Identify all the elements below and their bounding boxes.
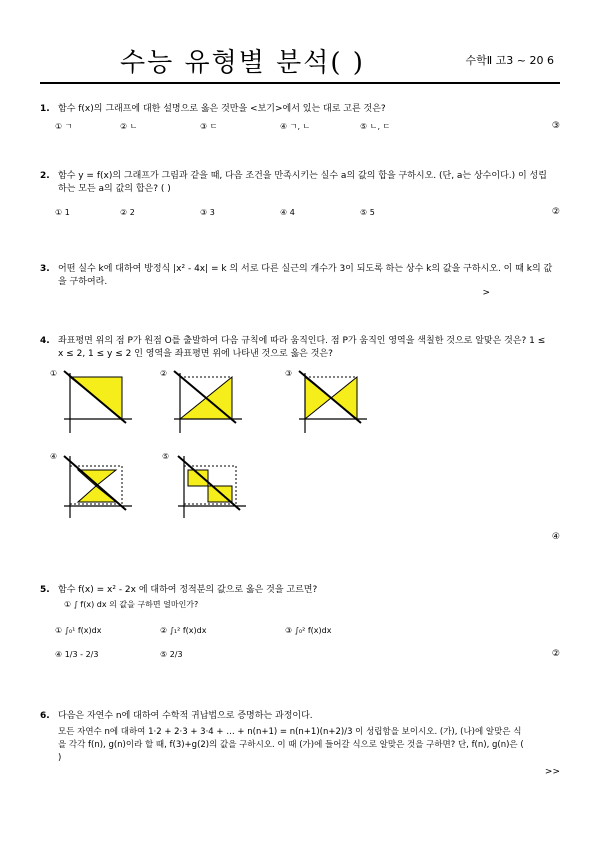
choice-label: ②: [160, 369, 168, 378]
answer-marker: ②: [551, 649, 560, 659]
question-text: 다음은 자연수 n에 대하여 수학적 귀납법으로 증명하는 과정이다.: [58, 711, 313, 721]
question-text: 좌표평면 위의 점 P가 원점 O를 출발하여 다음 규칙에 따라 움직인다. 점 P가 움직인 영역을 색칠한 것으로 알맞은 것은? 1 ≤ x ≤ 2, 1 ≤ y ≤ 2 인 영역을 좌표평면 위에 나타낸 것으로 옳은 것은?: [58, 336, 546, 359]
choice-4[interactable]: ④ 1/3 - 2/3: [55, 650, 99, 659]
question-text: 어떤 실수 k에 대하여 방정식 |x² - 4x| = k 의 서로 다른 실근의 개수가 3이 되도록 하는 상수 k의 값을 구하시오. 이 때 k의 값을 구하여라.: [58, 264, 553, 287]
question-1: [40, 103, 560, 133]
choice-label: ③: [285, 369, 293, 378]
figure-option-2[interactable]: [160, 365, 250, 440]
question-number: 2.: [40, 171, 50, 181]
figure-option-5[interactable]: [162, 448, 252, 523]
question-text: 함수 f(x) = x² - 2x 에 대하여 정적분의 값으로 옳은 것을 고르면?: [58, 585, 318, 595]
question-3: [40, 263, 560, 303]
choice-1[interactable]: ① 1: [55, 208, 70, 217]
answer-marker: ③: [551, 121, 560, 131]
choice-2[interactable]: ② ㄴ: [120, 122, 138, 131]
graph-1: [50, 365, 140, 440]
graph-2: [160, 365, 250, 440]
question-6: [40, 710, 560, 780]
graph-4: [50, 448, 140, 523]
question-number: 6.: [40, 711, 50, 721]
choice-2[interactable]: ② ∫₁² f(x)dx: [160, 626, 207, 635]
choice-3[interactable]: ③ ∫₀² f(x)dx: [285, 626, 332, 635]
figure-option-4[interactable]: [50, 448, 140, 523]
question-subtext: ① ∫ f(x) dx 의 값을 구하면 얼마인가?: [64, 600, 199, 609]
choice-5[interactable]: ⑤ 5: [360, 208, 375, 217]
choice-5[interactable]: ⑤ ㄴ, ㄷ: [360, 122, 391, 131]
answer-marker: ④: [551, 532, 560, 542]
question-text: 함수 f(x)의 그래프에 대한 설명으로 옳은 것만을 <보기>에서 있는 대로 고른 것은?: [58, 104, 386, 114]
choice-4[interactable]: ④ ㄱ, ㄴ: [280, 122, 311, 131]
choice-2[interactable]: ② 2: [120, 208, 135, 217]
choice-4[interactable]: ④ 4: [280, 208, 295, 217]
page-subtitle: 수학Ⅱ 고3 ~ 20 6: [465, 54, 554, 67]
page-title: 수능 유형별 분석( ): [120, 48, 365, 78]
figure-option-1[interactable]: [50, 365, 140, 440]
question-number: 5.: [40, 585, 50, 595]
question-number: 4.: [40, 336, 50, 346]
question-2: [40, 170, 560, 220]
figure-option-3[interactable]: [285, 365, 375, 440]
question-text: 함수 y = f(x)의 그래프가 그림과 같을 때, 다음 조건을 만족시키는 실수 a의 값의 합을 구하시오. (단, a는 상수이다.) 이 성립하는 모든 a의 값의 합은? ( ): [58, 171, 547, 194]
page-header: [40, 40, 560, 84]
question-body: 모든 자연수 n에 대하여 1·2 + 2·3 + 3·4 + … + n(n+1) = n(n+1)(n+2)/3 이 성립함을 보이시오. (가), (나)에 알맞은 식을 각각 f(n), g(n)이라 할 때, f(3)+g(2)의 값을 구하시오. 이 때 (가)에 들어갈 식으로 알맞은 것을 구하면? 단, f(n), g(n)은 ( ): [58, 727, 524, 763]
choice-3[interactable]: ③ ㄷ: [200, 122, 218, 131]
graph-5: [162, 448, 252, 523]
choice-label: ④: [50, 452, 58, 461]
question-number: 3.: [40, 264, 50, 274]
choice-3[interactable]: ③ 3: [200, 208, 215, 217]
answer-marker: >>: [544, 767, 560, 777]
choice-label: ⑤: [162, 452, 170, 461]
choice-label: ①: [50, 369, 58, 378]
question-5: [40, 584, 560, 664]
graph-3: [285, 365, 375, 440]
answer-marker: >: [482, 288, 490, 298]
choice-1[interactable]: ① ∫₀¹ f(x)dx: [55, 626, 102, 635]
choice-5[interactable]: ⑤ 2/3: [160, 650, 183, 659]
answer-marker: ②: [551, 207, 560, 217]
choice-1[interactable]: ① ㄱ: [55, 122, 73, 131]
question-number: 1.: [40, 104, 50, 114]
